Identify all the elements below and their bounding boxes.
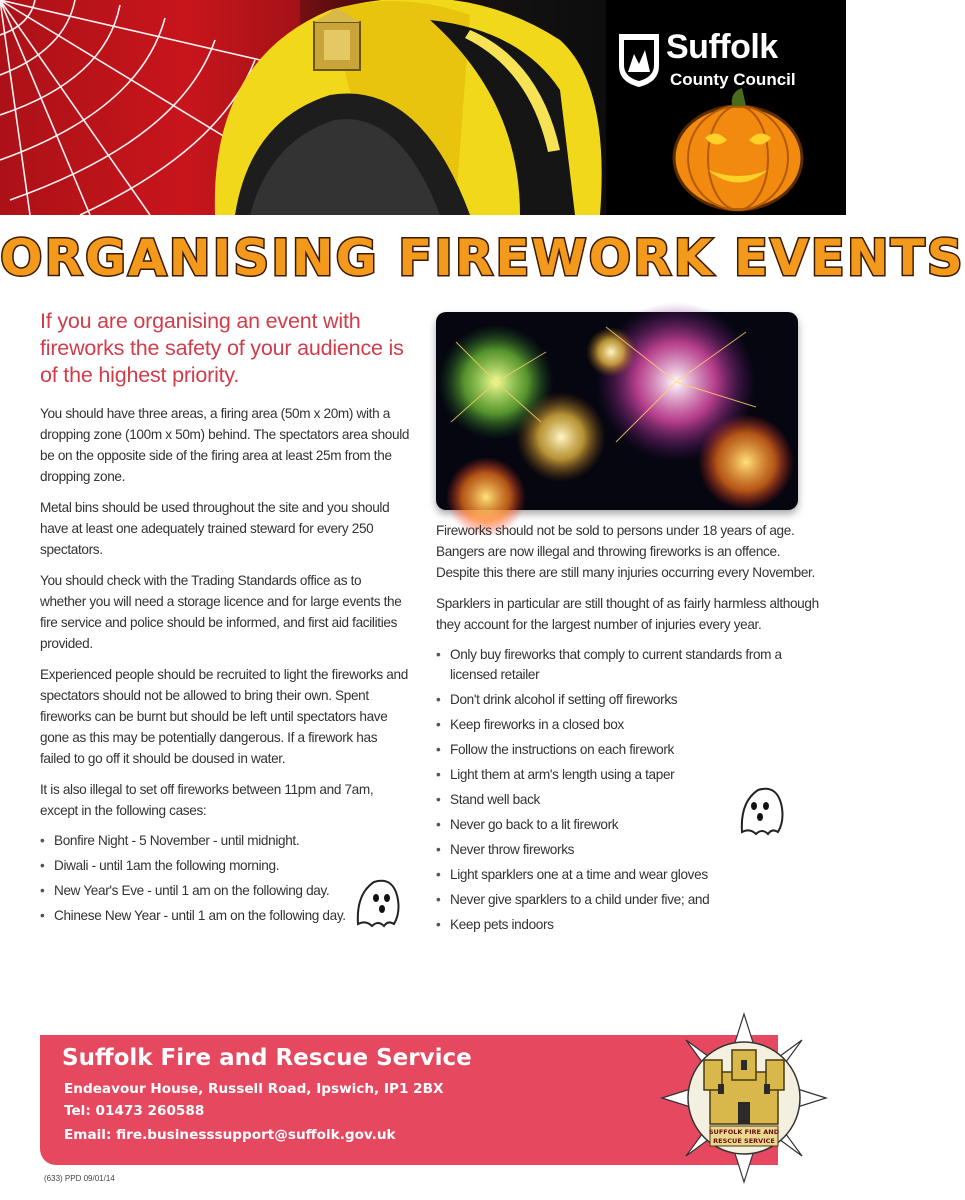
paragraph-experienced-people: Experienced people should be recruited to light the fireworks and spectators should not be allowed to bring their own. Spent fireworks can be burnt but should be left until spectators have gone as this may be potentially dangerous. If a firework has failed to go off it should be doused in water. (40, 667, 408, 766)
paragraph-sparklers: Sparklers in particular are still thought of as fairly harmless although they account for the largest number of injuries every year. (436, 596, 819, 632)
right-column (436, 520, 820, 940)
list-item: • Chinese New Year - until 1 am on the following day. (40, 906, 410, 926)
paragraph-trading-standards: You should check with the Trading Standards office as to whether you will need a storage licence and for large events the fire service and police should be informed, and first aid facilities provided. (40, 573, 402, 651)
footer-address: Endeavour House, Russell Road, Ipswich, IP1 2BX (64, 1081, 444, 1097)
intro-heading: If you are organising an event with fireworks the safety of your audience is of the highest priority. (40, 309, 404, 387)
ghost-icon (348, 874, 406, 932)
list-item: • Diwali - until 1am the following morning. (40, 856, 410, 876)
suffolk-shield-icon (618, 32, 660, 88)
left-column (40, 308, 410, 931)
crest-text-line1: SUFFOLK FIRE AND (708, 1128, 780, 1136)
page-title: ORGANISING FIREWORK EVENTS (0, 229, 965, 287)
council-name: Suffolk (666, 28, 778, 66)
list-item: • Never give sparklers to a child under five; and (436, 890, 820, 910)
list-item: • Never throw fireworks (436, 840, 820, 860)
list-item: • Don't drink alcohol if setting off fireworks (436, 690, 820, 710)
list-item: • Only buy fireworks that comply to current standards from a licensed retailer (436, 645, 820, 685)
crest-text-line2: RESCUE SERVICE (713, 1137, 775, 1145)
list-item: • Keep fireworks in a closed box (436, 715, 820, 735)
list-item: • Never go back to a lit firework (436, 815, 820, 835)
council-subtitle: County Council (670, 70, 796, 89)
header-banner (0, 0, 846, 215)
footer-org-name: Suffolk Fire and Rescue Service (62, 1045, 472, 1071)
list-item: • Keep pets indoors (436, 915, 820, 935)
paragraph-bins: Metal bins should be used throughout the site and you should have at least one adequately trained steward for every 250 spectators. (40, 500, 390, 557)
fire-rescue-crest-icon (660, 1012, 828, 1184)
paragraph-sale-age: Fireworks should not be sold to persons under 18 years of age. Bangers are now illegal and throwing fireworks is an offence. Despite this there are still many injuries occurring every November. (436, 523, 815, 580)
fireworks-photo (436, 312, 798, 510)
list-item: • Bonfire Night - 5 November - until midnight. (40, 831, 410, 851)
paragraph-illegal-hours: It is also illegal to set off fireworks between 11pm and 7am, except in the following cases: (40, 782, 374, 818)
list-item: • Light sparklers one at a time and wear gloves (436, 865, 820, 885)
suffolk-county-council-logo (618, 28, 818, 98)
list-item: • New Year's Eve - until 1 am on the following day. (40, 881, 410, 901)
list-item: • Light them at arm's length using a taper (436, 765, 820, 785)
ghost-icon (732, 782, 790, 840)
footer-phone: Tel: 01473 260588 (64, 1103, 205, 1119)
footer-email[interactable]: Email: fire.businesssupport@suffolk.gov.uk (64, 1127, 396, 1143)
paragraph-areas: You should have three areas, a firing area (50m x 20m) with a dropping zone (100m x 50m) behind. The spectators area should be on the opposite side of the firing area at least 25m from the dropping zone. (40, 406, 410, 484)
document-reference: (633) PPD 09/01/14 (44, 1174, 115, 1183)
list-item: • Follow the instructions on each firework (436, 740, 820, 760)
list-item: • Stand well back (436, 790, 820, 810)
